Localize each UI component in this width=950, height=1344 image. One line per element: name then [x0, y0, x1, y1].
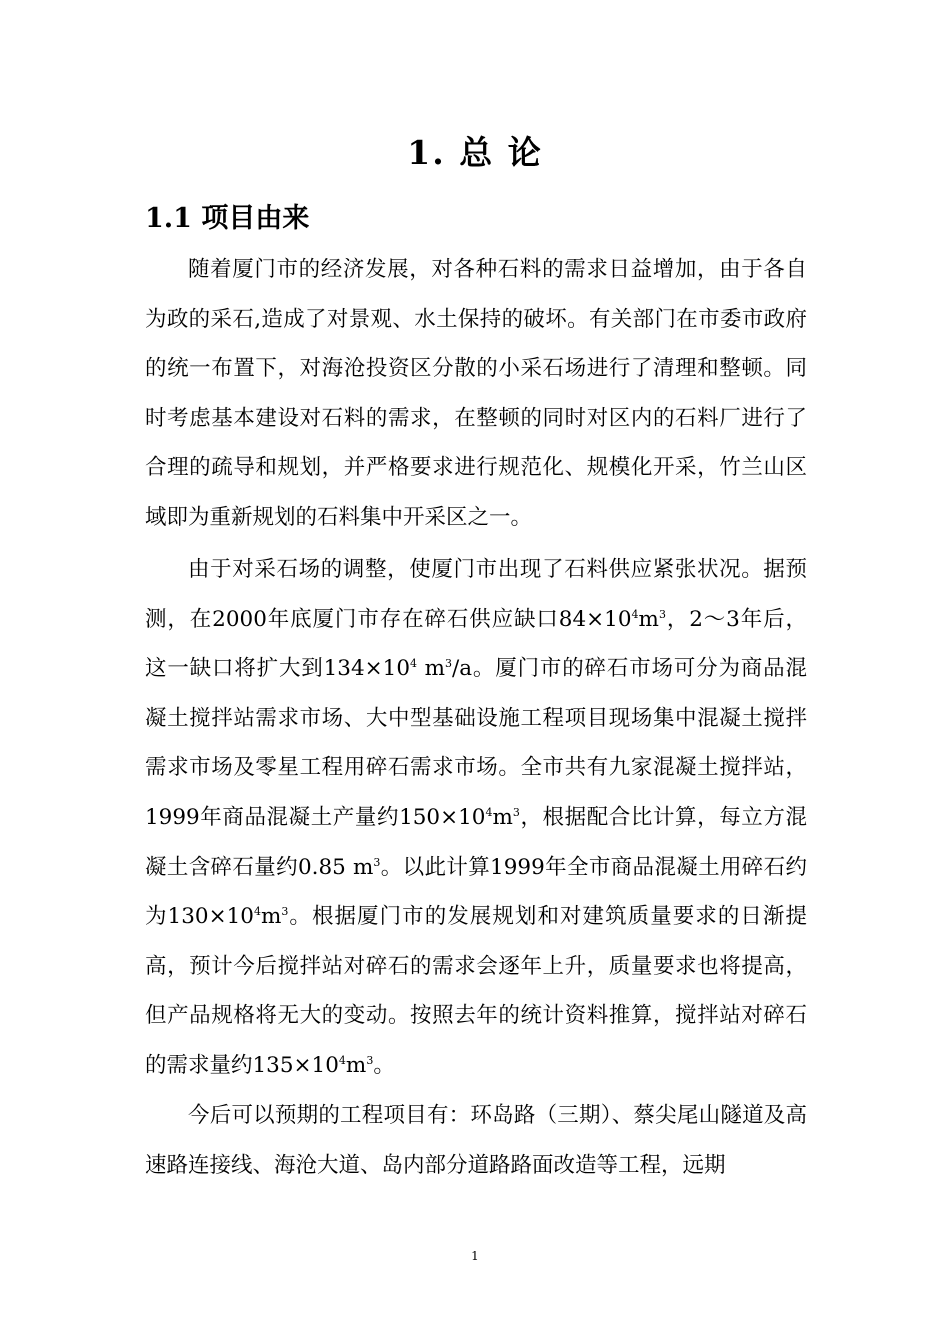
text-run: m — [638, 606, 659, 632]
superscript: 3 — [373, 855, 381, 869]
text-run: 由于对采石场的调整，使厦门市出现了石料供应紧张状况。据预测，在2000年底厦门市存在碎石供应缺口84×10 — [145, 557, 807, 632]
text-run: ，2～3年后，这一缺口将扩大到134×10 — [145, 606, 808, 682]
text-run: /a。厦门市的碎石市场可分为商品混凝土搅拌站需求市场、大中型基础设施工程项目现场集中混凝土搅拌需求市场及零星工程用碎石需求市场。全市共有九家混凝土搅拌站，1999年商品混凝土产量约150×10 — [145, 656, 807, 830]
text-run: 。根据厦门市的发展规划和对建筑质量要求的日渐提高，预计今后搅拌站对碎石的需求会逐年上升，质量要求也将提高，但产品规格将无大的变动。按照去年的统计资料推算，搅拌站对碎石的需求量约135×10 — [145, 904, 807, 1078]
page-number: 1 — [471, 1249, 479, 1263]
text-run: 。 — [373, 1052, 395, 1078]
paragraph-gravel-demand — [145, 545, 807, 1091]
text-run: m — [345, 1052, 367, 1078]
superscript: 4 — [338, 1053, 346, 1067]
paragraph-project-background: 随着厦门市的经济发展，对各种石料的需求日益增加，由于各自为政的采石,造成了对景观、水土保持的破坏。有关部门在市委市政府的统一布置下，对海沧投资区分散的小采石场进行了清理和整顿。同时考虑基本建设对石料的需求，在整顿的同时对区内的石料厂进行了合理的疏导和规划，并严格要求进行规范化、规模化开采，竹兰山区域即为重新规划的石料集中开采区之一。 — [145, 257, 807, 530]
superscript: 3 — [658, 607, 666, 621]
section-heading: 1.1 项目由来 — [145, 203, 310, 234]
superscript: 4 — [410, 656, 417, 670]
chapter-title: 1. 总 论 — [407, 133, 543, 172]
superscript: 3 — [366, 1053, 374, 1067]
text-run: m — [417, 656, 446, 682]
text-run: m — [492, 804, 513, 830]
superscript: 4 — [253, 904, 261, 918]
text-run: ，根据配合比计算，每立方混凝土含碎石量约0.85 m — [145, 804, 807, 880]
superscript: 4 — [485, 805, 493, 819]
paragraph-future-projects: 今后可以预期的工程项目有：环岛路（三期）、蔡尖尾山隧道及高速路连接线、海沧大道、岛内部分道路路面改造等工程，远期 — [145, 1103, 807, 1178]
superscript: 3 — [445, 656, 453, 670]
text-run: m — [260, 904, 282, 930]
superscript: 3 — [281, 904, 289, 918]
superscript: 3 — [512, 805, 520, 819]
text-run: 。以此计算1999年全市商品混凝土用碎石约为130×10 — [145, 854, 808, 930]
superscript: 4 — [631, 607, 639, 621]
